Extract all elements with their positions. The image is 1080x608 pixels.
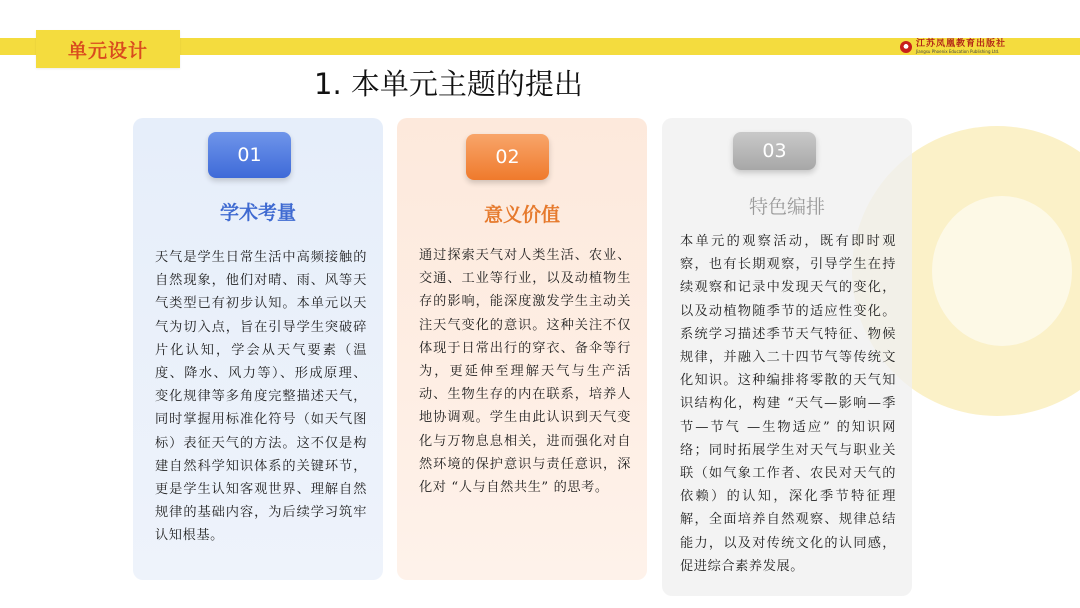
card-body: 本单元的观察活动，既有即时观察，也有长期观察，引导学生在持续观察和记录中发现天气的变化，以及动植物随季节的适应性变化。系统学习描述季节天气特征、物候规律，并融入二十四节气等传统文化知识。这种编排将零散的天气知识结构化，构建 “天气—影响—季节—节气 —生物适应” 的知识网络；同时拓展学生对天气与职业关联（如气象工作者、农民对天气的依赖）的认知，深化季节特征理解，全面培养自然观察、规律总结能力，以及对传统文化的认同感，促进综合素养发展。 [680, 234, 896, 574]
card-body: 天气是学生日常生活中高频接触的自然现象，他们对晴、雨、风等天气类型已有初步认知。本单元以天气为切入点，旨在引导学生突破碎片化认知，学会从天气要素（温度、降水、风力等）、形成原理、变化规律等多角度完整描述天气，同时掌握用标准化符号（如天气图标）表征天气的方法。这不仅是构建自然科学知识体系的关键环节，更是学生认知客观世界、理解自然规律的基础内容，为后续学习筑牢认知根基。 [155, 250, 367, 544]
card-heading: 学术考量 [219, 202, 296, 224]
publisher-name: 江苏凤凰教育出版社 [916, 38, 1007, 49]
card-features [662, 118, 912, 596]
publisher-logo [900, 38, 1006, 55]
card-body: 通过探索天气对人类生活、农业、交通、工业等行业，以及动植物生存的影响，能深度激发学生主动关注天气变化的意识。这种关注不仅体现于日常出行的穿衣、备伞等行为，更延伸至理解天气与生产活动、生物生存的内在联系，培养人地协调观。学生由此认识到天气变化与万物息息相关，进而强化对自然环境的保护意识与责任意识，深化对 “人与自然共生” 的思考。 [419, 248, 631, 496]
card-heading: 特色编排 [748, 196, 825, 218]
section-label: 单元设计 [36, 30, 180, 68]
card-heading: 意义价值 [483, 204, 560, 226]
card-academic [133, 118, 383, 580]
page-title: 1. 本单元主题的提出 [314, 67, 583, 101]
card-significance [397, 118, 647, 580]
publisher-name-en: Jiangsu Phoenix Education Publishing Ltd. [916, 48, 1000, 54]
phoenix-logo-icon [900, 41, 912, 53]
card-number-badge: 03 [733, 132, 816, 170]
card-number-badge: 01 [208, 132, 291, 178]
card-number-badge: 02 [466, 134, 549, 180]
